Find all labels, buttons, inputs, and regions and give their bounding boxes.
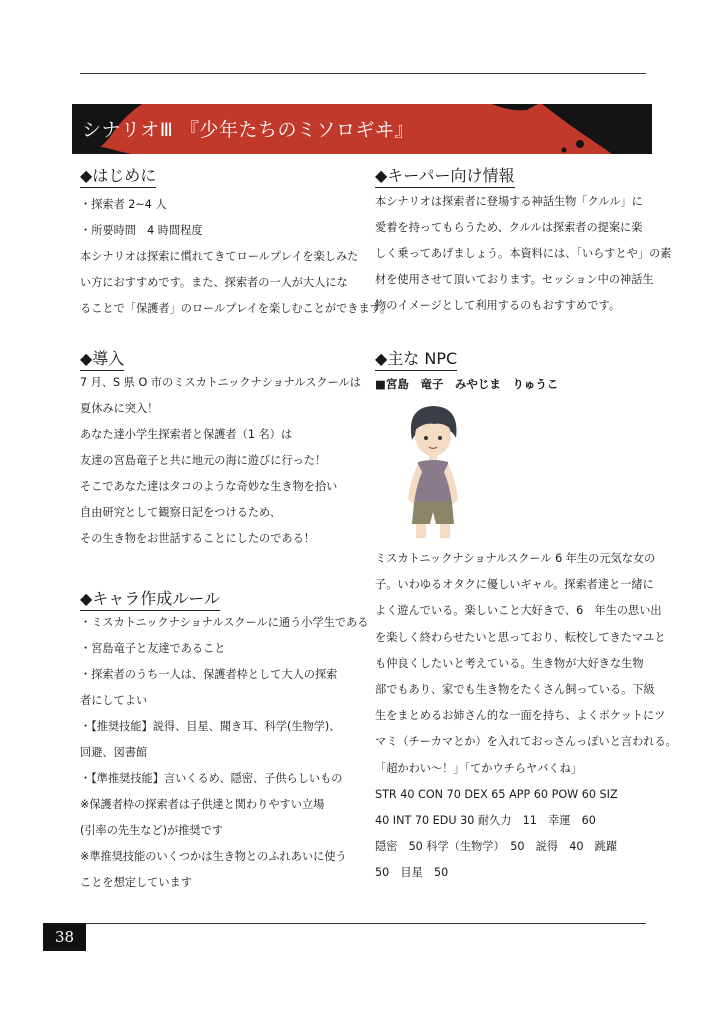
text-line: ・宮島竜子と友達であること: [80, 642, 226, 655]
chara-rules-heading: ◆キャラ作成ルール: [80, 586, 220, 611]
text-line: 者にしてよい: [80, 694, 148, 707]
npc-section: [375, 346, 457, 371]
text-line: よく遊んでいる。楽しいこと大好きで、6 年生の思い出: [375, 604, 662, 618]
bottom-rule: [80, 923, 646, 924]
text-line: ・探索者のうち一人は、保護者枠として大人の探索: [80, 668, 338, 681]
text-line: (引率の先生など)が推奨です: [80, 824, 223, 837]
text-line: を楽しく終わらせたいと思っており、転校してきたマユと: [375, 630, 666, 644]
text-line: 子。いわゆるオタクに優しいギャル。探索者達と一緒に: [375, 578, 654, 592]
text-line: ※保護者枠の探索者は子供達と関わりやすい立場: [80, 798, 325, 811]
intro-section: [80, 163, 156, 188]
chapter-title: シナリオⅢ 『少年たちのミソロギヰ』: [82, 119, 414, 141]
text-line: も仲良くしたいと考えている。生き物が大好きな生物: [375, 656, 644, 670]
text-line: 50 目星 50: [375, 866, 449, 880]
text-line: その生き物をお世話することにしたのである！: [80, 532, 315, 545]
text-line: 友達の宮島竜子と共に地元の海に遊びに行った！: [80, 454, 327, 467]
npc-name: ■宮島 竜子 みやじま りゅうこ: [375, 377, 559, 391]
text-line: 40 INT 70 EDU 30 耐久力 11 幸運 60: [375, 814, 596, 828]
text-line: 隠密 50 科学（生物学） 50 説得 40 跳躍: [375, 840, 618, 854]
text-line: 本シナリオは探索者に登場する神話生物「クルル」に: [375, 195, 643, 208]
opening-section: [80, 346, 124, 371]
text-line: ・【推奨技能】説得、目星、聞き耳、科学(生物学)、: [80, 720, 341, 733]
text-line: ことを想定しています: [80, 876, 192, 889]
keeper-heading: ◆キーパー向け情報: [375, 163, 515, 188]
text-line: 物のイメージとして利用するのもおすすめです。: [375, 299, 621, 312]
text-line: ミスカトニックナショナルスクール 6 年生の元気な女の: [375, 552, 656, 565]
text-line: ・【準推奨技能】言いくるめ、隠密、子供らしいもの: [80, 772, 343, 785]
text-line: 本シナリオは探索に慣れてきてロールプレイを楽しみた: [80, 250, 359, 263]
text-line: そこであなた達はタコのような奇妙な生き物を拾い: [80, 480, 338, 493]
text-line: 愛着を持ってもらうため、クルルは探索者の提案に楽: [375, 221, 643, 234]
text-line: 回避、図書館: [80, 746, 148, 759]
text-line: ることで「保護者」のロールプレイを楽しむことができます。: [80, 302, 392, 315]
text-line: ・ミスカトニックナショナルスクールに通う小学生である: [80, 616, 369, 629]
keeper-section: [375, 163, 515, 188]
text-line: 生をまとめるお姉さん的な一面を持ち、よくポケットにツ: [375, 709, 666, 723]
text-line: ・探索者 2~4 人: [80, 198, 167, 211]
text-line: あなた達小学生探索者と保護者（1 名）は: [80, 428, 293, 441]
text-line: STR 40 CON 70 DEX 65 APP 60 POW 60 SIZ: [375, 787, 618, 801]
text-line: ※準推奨技能のいくつかは生き物とのふれあいに使う: [80, 850, 347, 863]
opening-heading: ◆導入: [80, 346, 124, 371]
intro-heading: ◆はじめに: [80, 163, 156, 188]
girl-portrait-icon: [392, 400, 474, 542]
npc-heading: ◆主な NPC: [375, 346, 457, 371]
text-line: 7 月、S 県 O 市のミスカトニックナショナルスクールは: [80, 376, 361, 389]
text-line: マミ（チーカマとか）を入れておっさんっぽいと言われる。: [375, 735, 677, 749]
top-rule: [80, 73, 646, 74]
intro-text: [80, 192, 391, 322]
text-line: しく乗ってあげましょう。本資料には、「いらすとや」の素: [375, 247, 672, 260]
text-line: ・所要時間 4 時間程度: [80, 224, 203, 237]
text-line: 「超かわい〜！」「てかウチらヤバくね」: [375, 761, 582, 775]
text-line: 材を使用させて頂いております。セッション中の神話生: [375, 273, 654, 286]
text-line: 自由研究として観察日記をつけるため、: [80, 506, 281, 519]
chara-rules-section: [80, 586, 220, 611]
text-line: 夏休みに突入！: [80, 402, 159, 415]
keeper-text: [375, 189, 671, 319]
chara-rules-text: [80, 610, 368, 896]
chapter-banner: [72, 104, 652, 154]
opening-text: [80, 370, 361, 552]
text-line: 部でもあり、家でも生き物をたくさん飼っている。下級: [375, 683, 655, 697]
page-number: 38: [43, 923, 86, 951]
text-line: い方におすすめです。また、探索者の一人が大人にな: [80, 276, 348, 289]
npc-description: [375, 546, 677, 887]
